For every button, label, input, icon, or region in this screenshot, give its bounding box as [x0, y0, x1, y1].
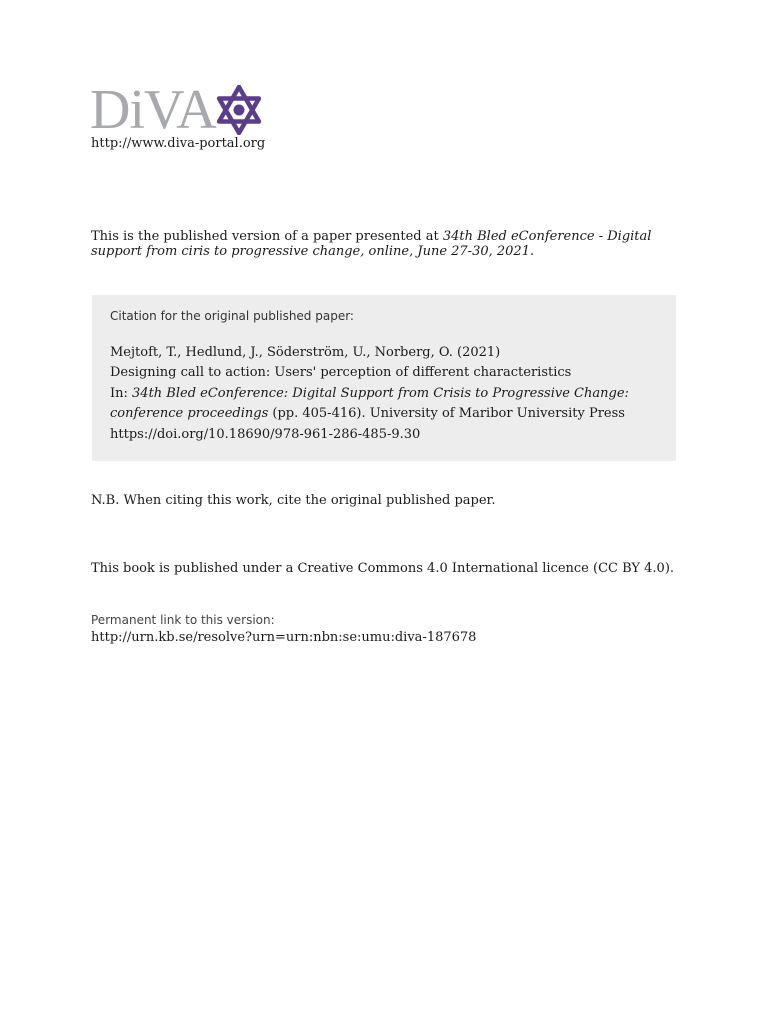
- nb-note: N.B. When citing this work, cite the original published paper.: [91, 493, 496, 508]
- citation-authors: Mejtoft, T., Hedlund, J., Söderström, U., Norberg, O. (2021): [110, 345, 501, 360]
- diva-logo-text: DiVA: [90, 79, 216, 141]
- citation-box: [92, 295, 676, 461]
- citation-title: Designing call to action: Users' perception of different characteristics: [110, 365, 572, 381]
- citation-in-prefix: In:: [110, 385, 133, 401]
- diva-logo: [90, 79, 264, 141]
- citation-in-line: [110, 384, 670, 404]
- intro-venue: 34th Bled eConference - Digital support from ciris to progressive change, online, June 27-30, 2021: [91, 229, 652, 259]
- citation-proceedings-line: [110, 404, 670, 424]
- permanent-link-label: Permanent link to this version:: [91, 613, 275, 627]
- citation-pages-publisher: (pp. 405-416). University of Maribor University Press: [268, 406, 625, 422]
- intro-suffix: .: [529, 244, 535, 259]
- portal-url-link[interactable]: http://www.diva-portal.org: [91, 136, 266, 151]
- licence-note: This book is published under a Creative Commons 4.0 International licence (CC BY 4.0).: [91, 561, 675, 576]
- permanent-link-url[interactable]: http://urn.kb.se/resolve?urn=urn:nbn:se:umu:diva-187678: [91, 630, 477, 645]
- intro-prefix: This is the published version of a paper presented at: [91, 229, 443, 244]
- citation-proceedings-subtitle: conference proceedings: [110, 406, 269, 422]
- citation-proceedings-title: 34th Bled eConference: Digital Support from Crisis to Progressive Change:: [132, 385, 629, 401]
- citation-body: [110, 343, 670, 445]
- citation-doi-link[interactable]: https://doi.org/10.18690/978-961-286-485-9.30: [110, 426, 421, 442]
- intro-paragraph: [91, 229, 691, 259]
- diva-star-icon: [214, 85, 264, 135]
- citation-label: Citation for the original published paper:: [110, 309, 354, 323]
